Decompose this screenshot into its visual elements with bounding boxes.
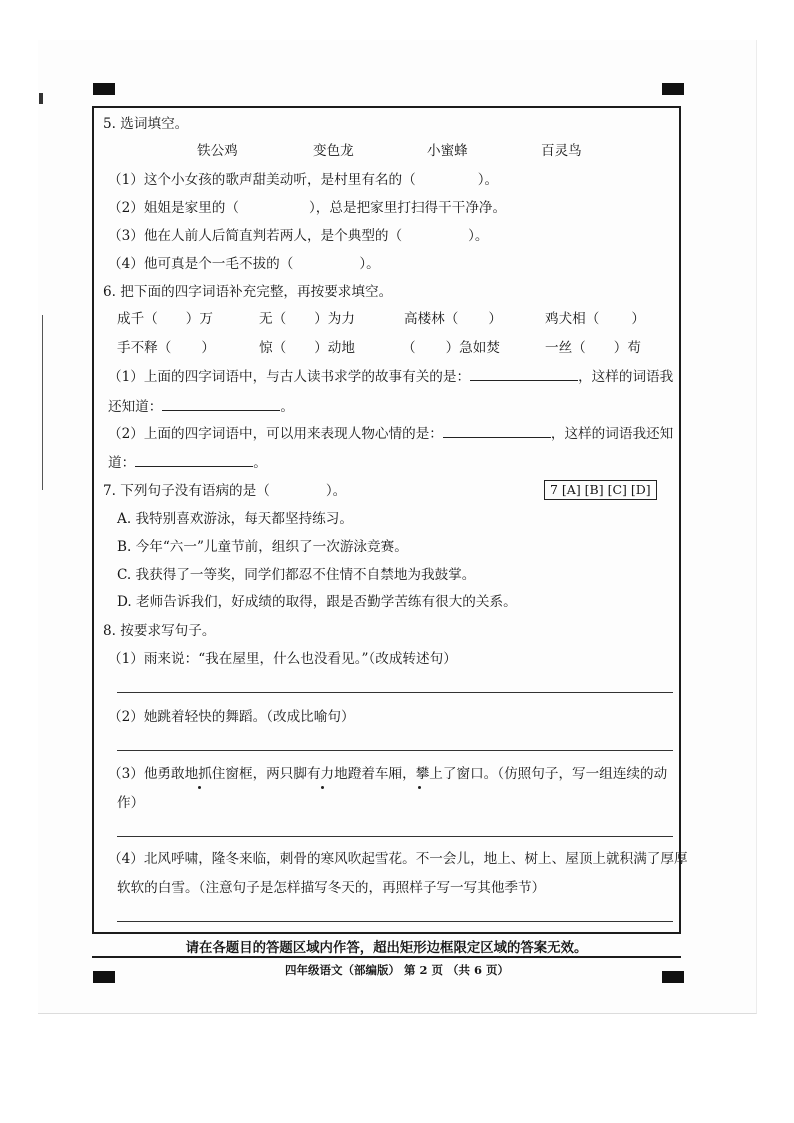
q6-idiom-5: [117, 339, 215, 357]
q6-sub1-text-end: ，这样的词语我: [578, 369, 674, 385]
q8-sentence-3-line-1: （3）他勇敢地抓住窗框，两只脚有力地蹬着车厢，攀上了窗口。（仿照句子，写一组连续的动: [108, 766, 668, 782]
notice-separator: [92, 932, 681, 934]
q6-idiom-6: [259, 339, 355, 357]
q6-idiom-4-right: ）: [631, 311, 645, 327]
q6-sub1-answer-blank[interactable]: [470, 368, 578, 381]
q8-sentence-1: （1）雨来说：“我在屋里，什么也没看见。”（改成转述句）: [108, 651, 457, 667]
q6-idiom-4-left: 鸡犬相（: [545, 311, 600, 327]
emphasis-dot: [198, 786, 201, 789]
q8-title: 8. 按要求写句子。: [103, 623, 216, 639]
q6-idiom-6-left: 惊（: [259, 340, 287, 356]
q6-idiom-2-right: ）为力: [314, 311, 355, 327]
q8-answer-line-2[interactable]: [117, 750, 673, 751]
q5-item-4-text: （4）他可真是个一毛不拔的（: [108, 256, 294, 272]
q8-answer-line-4[interactable]: [117, 921, 673, 922]
q6-idiom-3-left: 高楼林（: [404, 311, 459, 327]
q6-sub2-more-label: 道：: [108, 455, 136, 471]
q6-sub1-line2: [108, 398, 294, 416]
q6-idiom-2: [259, 310, 355, 328]
q7-option-c: C. 我获得了一等奖，同学们都忍不住情不自禁地为我鼓掌。: [117, 567, 476, 583]
registration-mark-top-left: [93, 83, 115, 95]
q8-answer-line-3[interactable]: [117, 836, 673, 837]
q6-idiom-2-left: 无（: [259, 311, 287, 327]
q7-title-text: 7. 下列句子没有语病的是（: [103, 483, 270, 499]
answer-area-notice: 请在各题目的答题区域内作答，超出矩形边框限定区域的答案无效。: [185, 940, 588, 956]
q8-answer-line-1[interactable]: [117, 692, 673, 693]
q5-title: 5. 选词填空。: [103, 116, 189, 132]
q5-item-1: [108, 171, 498, 189]
q5-option-1: 铁公鸡: [197, 143, 238, 159]
scan-artifact-mark: [39, 93, 43, 104]
q6-idiom-5-left: 手不释（: [117, 340, 172, 356]
q6-idiom-5-right: ）: [201, 340, 215, 356]
q6-sub2-more-end: 。: [253, 455, 267, 471]
q6-sub2-line2: [108, 454, 267, 472]
q6-sub1-more-label: 还知道：: [108, 399, 163, 415]
q6-sub2-line1: [108, 425, 673, 443]
q6-idiom-7: [402, 339, 500, 357]
q6-idiom-6-right: ）动地: [314, 340, 355, 356]
q7-title-close: ）。: [325, 483, 347, 499]
q6-idiom-1: [117, 310, 213, 328]
q7-option-a: A. 我特别喜欢游泳，每天都坚持练习。: [117, 511, 353, 527]
q6-idiom-3-right: ）: [488, 311, 502, 327]
q6-idiom-8-left: 一丝（: [545, 340, 586, 356]
q6-idiom-7-left: （: [402, 340, 416, 356]
q5-item-3-close: ）。: [468, 228, 489, 244]
q5-option-3: 小蜜蜂: [427, 143, 468, 159]
q6-sub2-more-blank[interactable]: [135, 454, 253, 467]
q5-item-4-close: ）。: [359, 256, 380, 272]
q5-item-1-text: （1）这个小女孩的歌声甜美动听，是村里有名的（: [108, 172, 416, 188]
page-footer: 四年级语文（部编版） 第 2 页 （共 6 页）: [284, 963, 510, 977]
q5-item-1-close: ）。: [477, 172, 499, 188]
emphasis-dot: [321, 786, 324, 789]
q6-idiom-3: [404, 310, 502, 328]
q6-idiom-1-left: 成千（: [117, 311, 158, 327]
scan-artifact-line: [42, 315, 43, 490]
q5-option-2: 变色龙: [313, 143, 354, 159]
q7-option-b: B. 今年“六一”儿童节前，组织了一次游泳竞赛。: [117, 539, 408, 555]
q5-item-2: [108, 199, 506, 217]
q5-option-4: 百灵鸟: [541, 143, 582, 159]
q5-item-2-text: （2）姐姐是家里的（: [108, 200, 239, 216]
q5-item-2-close: ），总是把家里打扫得干干净净。: [309, 200, 507, 216]
q7-title: [103, 482, 346, 500]
q6-sub1-line1: [108, 368, 673, 386]
q7-option-d: D. 老师告诉我们，好成绩的取得，跟是否勤学苦练有很大的关系。: [117, 594, 517, 610]
q6-idiom-4: [545, 310, 645, 328]
q6-sub2-text: （2）上面的四字词语中，可以用来表现人物心情的是：: [108, 426, 443, 442]
q6-idiom-8-right: ）苟: [613, 340, 641, 356]
registration-mark-top-right: [662, 83, 684, 95]
q8-sentence-2: （2）她跳着轻快的舞蹈。（改成比喻句）: [108, 709, 355, 725]
emphasis-dot: [418, 786, 421, 789]
q6-title: 6. 把下面的四字词语补充完整，再按要求填空。: [103, 284, 393, 300]
q6-sub2-text-end: ，这样的词语我还知: [550, 426, 674, 442]
q8-sentence-4-line-2: 软软的白雪。（注意句子是怎样描写冬天的，再照样子写一写其他季节）: [117, 880, 546, 896]
q6-idiom-7-right: ）急如焚: [445, 340, 500, 356]
q5-item-3-text: （3）他在人前人后简直判若两人，是个典型的（: [108, 228, 403, 244]
q6-sub1-more-blank[interactable]: [162, 398, 280, 411]
q8-sentence-3-line-2: 作）: [117, 795, 145, 811]
q7-answer-choice-box[interactable]: 7 [A] [B] [C] [D]: [544, 480, 657, 500]
q6-sub1-more-end: 。: [280, 399, 294, 415]
q6-idiom-1-right: ）万: [185, 311, 213, 327]
q6-sub1-text: （1）上面的四字词语中，与古人读书求学的故事有关的是：: [108, 369, 471, 385]
q5-item-4: [108, 255, 380, 273]
q6-sub2-answer-blank[interactable]: [443, 425, 551, 438]
notice-bottom-rule: [92, 956, 681, 958]
q5-item-3: [108, 227, 489, 245]
q6-idiom-8: [545, 339, 641, 357]
q8-sentence-4-line-1: （4）北风呼啸，隆冬来临，刺骨的寒风吹起雪花。不一会儿，地上、树上、屋顶上就积满了厚厚: [108, 851, 688, 867]
